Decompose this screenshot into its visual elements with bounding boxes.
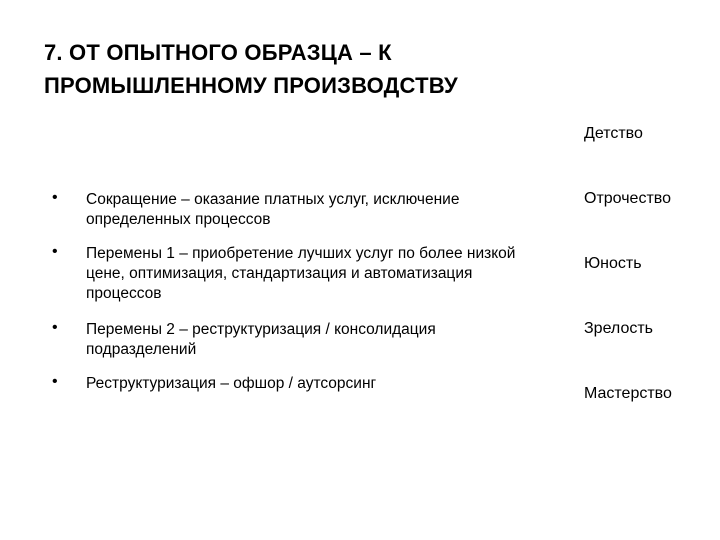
bullet-marker: •: [52, 319, 58, 336]
bullet-description: – офшор / аутсорсинг: [216, 375, 377, 392]
bullet-description: – реструктуризация / консолидация подразделений: [86, 321, 436, 358]
stage-label-childhood: Детство: [584, 125, 643, 142]
bullet-marker: •: [52, 243, 58, 260]
stage-label-mastery: Мастерство: [584, 385, 672, 402]
stage-label-maturity: Зрелость: [584, 320, 654, 337]
slide-title-line-2: ПРОМЫШЛЕННОМУ ПРОИЗВОДСТВУ: [44, 73, 458, 98]
bullet-marker: •: [52, 373, 58, 390]
bullet-term: Перемены 1: [86, 245, 175, 262]
bullet-text: [86, 320, 546, 360]
bullet-marker: •: [52, 189, 58, 206]
bullet-description: – приобретение лучших услуг по более низкой цене, оптимизация, стандартизация и автоматизация процессов: [86, 245, 516, 302]
bullet-text: [86, 190, 546, 230]
bullet-text: [86, 374, 546, 394]
bullet-text: [86, 244, 546, 304]
slide-title-line-1: 7. ОТ ОПЫТНОГО ОБРАЗЦА – К: [44, 40, 392, 65]
bullet-term: Реструктуризация: [86, 375, 217, 392]
stage-label-youth: Юность: [584, 255, 642, 272]
bullet-term: Сокращение: [86, 191, 177, 208]
bullet-term: Перемены 2: [86, 321, 175, 338]
slide-title: [44, 36, 458, 102]
bullet-description: – оказание платных услуг, исключение определенных процессов: [86, 191, 460, 228]
stage-label-adolescence: Отрочество: [584, 190, 671, 207]
